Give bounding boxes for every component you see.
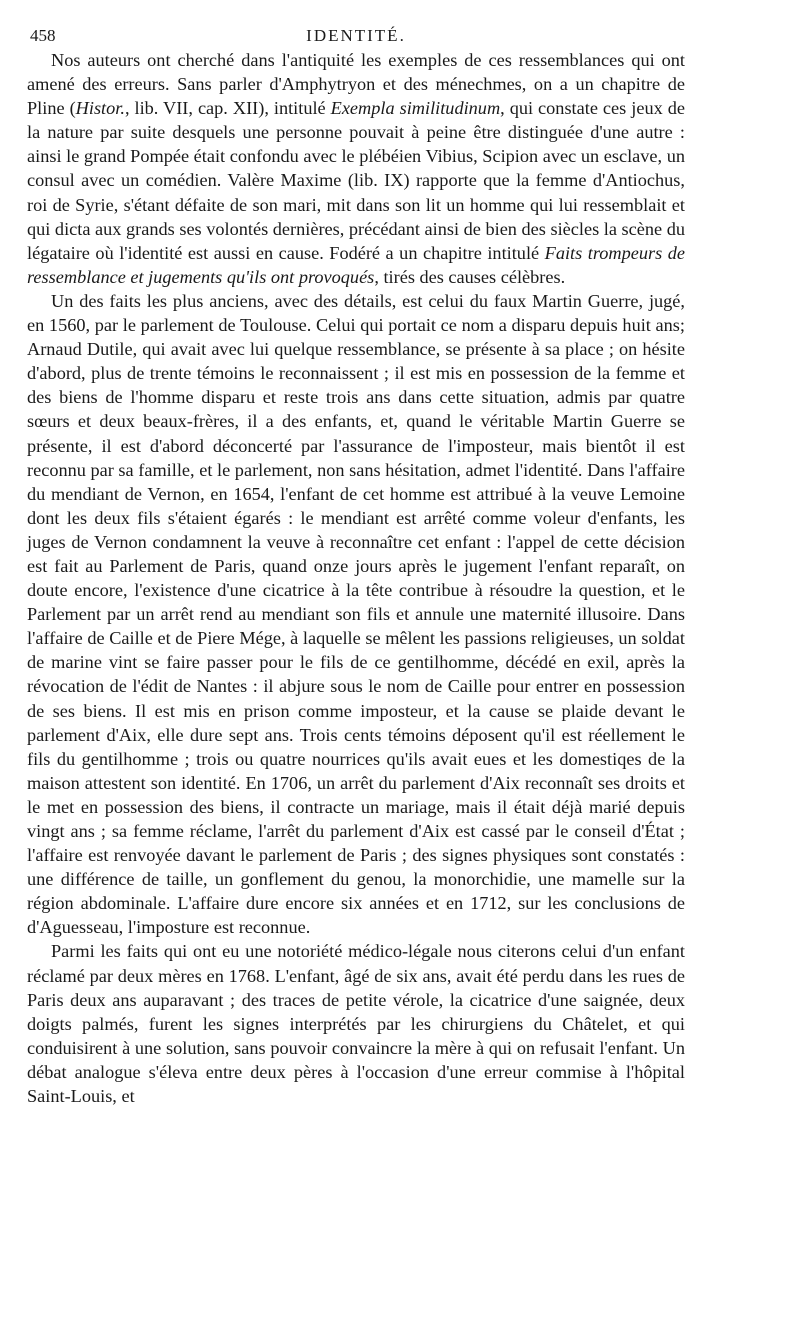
- paragraph-historical-cases: [27, 289, 685, 940]
- italic-text-run: Histor.: [75, 98, 125, 119]
- paragraph-ancient-examples: [27, 48, 685, 289]
- page-header: [27, 20, 685, 48]
- italic-text-run: Faits trompeurs de ressemblance et jugements qu'ils ont provoqués: [27, 242, 685, 287]
- body-text: [27, 48, 685, 1108]
- text-run: , lib. VII, cap. XII), intitulé: [124, 98, 331, 119]
- text-run: Parmi les faits qui ont eu une notoriété médico-légale nous citerons celui d'un enfant réclamé par deux mères en 1768. L'enfant, âgé de six ans, avait été perdu dans les rues de Paris deux ans auparavant ; des traces de petite vérole, la cicatrice d'une saignée, deux doigts palmés, furent les signes interprétés par les chirurgiens du Châtelet, et qui conduisirent à une solution, sans pouvoir convaincre la mère à qui on refusait l'enfant. Un débat analogue s'éleva entre deux pères à l'occasion d'une erreur commise à l'hôpital Saint-Louis, et: [27, 941, 685, 1107]
- text-run: Un des faits les plus anciens, avec des détails, est celui du faux Martin Guerre, jugé, en 1560, par le parlement de Toulouse. Celui qui portait ce nom a disparu depuis huit ans; Arnaud Dutile, qui avait avec lui quelque ressemblance, se présente à sa place ; on hésite d'abord, plus de trente témoins le reconnaissent ; il est mis en possession de la femme et des biens de l'homme disparu et reste trois ans dans cette situation, admis par quatre sœurs et deux beaux-frères, il a des enfants, et, quand le véritable Martin Guerre se présente, il est d'abord déconcerté par l'assurance de l'imposteur, mais bientôt il est reconnu par sa famille, et le parlement, non sans hésitation, admet l'identité. Dans l'affaire du mendiant de Vernon, en 1654, l'enfant de cet homme est attribué à la veuve Lemoine dont les deux fils s'étaient égarés : le mendiant est arrêté comme voleur d'enfants, les juges de Vernon condamnent la veuve à reconnaître cet enfant : l'appel de cette décision est fait au Parlement de Paris, quand onze jours après le jugement l'enfant reparaît, on doute encore, l'existence d'une cicatrice à la tête contribue à résoudre la question, et le Parlement par un arrêt rend au mendiant son fils et annule une maternité illusoire. Dans l'affaire de Caille et de Piere Mége, à laquelle se mêlent les passions religieuses, un soldat de marine vint se faire passer pour le fils de ce gentilhomme, décédé en exil, après la révocation de l'édit de Nantes : il abjure sous le nom de Caille pour entrer en possession de ses biens. Il est mis en prison comme imposteur, et la cause se plaide devant le parlement d'Aix, elle dure sept ans. Trois cents témoins déposent qu'il est réellement le fils du gentilhomme ; trois ou quatre nourrices qu'ils avait eues et les domestiqes de la maison attestent son identité. En 1706, un arrêt du parlement d'Aix reconnaît ses droits et le met en possession des biens, il contracte un mariage, mais il était déjà marié depuis vingt ans ; sa femme réclame, l'arrêt du parlement d'Aix est cassé par le conseil d'État ; l'affaire est renvoyée davant le parlement de Paris ; des signes physiques sont constatés : une différence de taille, un gonflement du genou, la monorchidie, une mamelle sur la région abdominale. L'affaire dure encore six années et en 1712, sur les conclusions de d'Aguesseau, l'imposture est reconnue.: [27, 290, 685, 938]
- running-title: IDENTITÉ.: [306, 26, 406, 45]
- text-run: , qui constate ces jeux de la nature par suite desquels une personne pouvait à peine être distinguée d'une autre : ainsi le grand Pompée était confondu avec le plébéien Vibius, Scipion avec un esclave, un consul avec un comédien. Valère Maxime (lib. IX) rapporte que la femme d'Antiochus, roi de Syrie, s'étant défaite de son mari, mit dans son lit un homme qui lui ressemblait et qui dicta aux grands ses volontés dernières, précédant ainsi de bien des siècles la scène du légataire où l'identité est aussi en cause. Fodéré a un chapitre intitulé: [27, 98, 685, 263]
- text-run: Nos auteurs ont cherché dans l'antiquité les exemples de ces ressemblances qui ont amené des erreurs. Sans parler d'Amphytryon et des ménechmes, on a un chapitre de Pline (: [27, 50, 685, 119]
- page-number: 458: [30, 26, 56, 45]
- italic-text-run: Exempla similitudinum: [330, 98, 501, 119]
- paragraph-medico-legal-cases: [27, 939, 685, 1108]
- text-run: , tirés des causes célèbres.: [374, 266, 566, 287]
- book-page: [27, 20, 685, 1108]
